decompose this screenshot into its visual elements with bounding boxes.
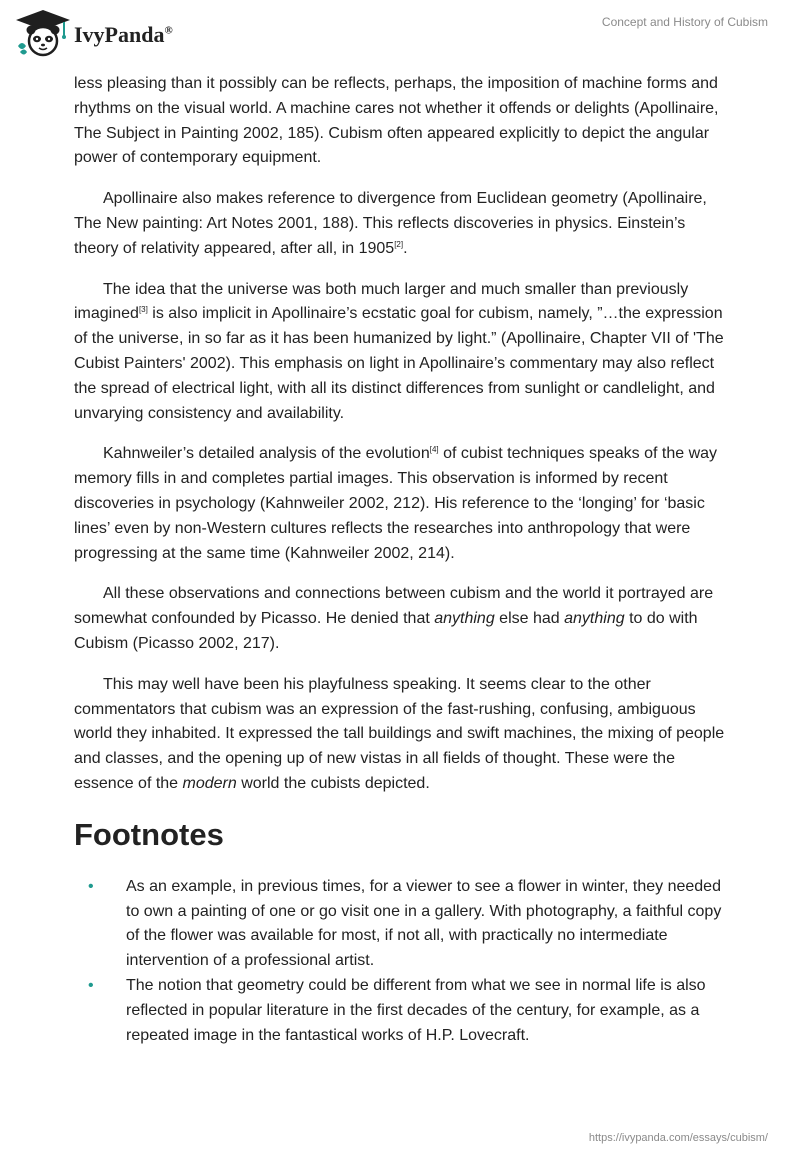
document-title: Concept and History of Cubism	[601, 15, 768, 29]
paragraph-text: else had	[494, 610, 565, 628]
paragraph-3	[74, 278, 734, 427]
bullet-icon: •	[88, 877, 94, 895]
paragraph-text: of cubist techniques speaks of the way memory fills in and completes partial images. This observation is informed by recent discoveries in psychology (Kahnweiler 2002, 212). His reference to the ‘longing’ for ‘basic lines’ even by non-Western cultures reflects the researches into anthropology that were progressing at the same time (Kahnweiler 2002, 214).	[74, 445, 718, 562]
paragraph-text: is also implicit in Apollinaire’s ecstatic goal for cubism, namely, ”…the expression of the universe, in so far as it has been humanized by light.” (Apollinaire, Chapter VII of 'The Cubist Painters' 2002). This emphasis on light in Apollinaire’s commentary may also reflect the spread of electrical light, with all its distinct differences from sunlight or candlelight, and unvarying consistency and availability.	[74, 305, 724, 422]
paragraph-text: All these observations and connections between cubism and the world it portrayed are somewhat confounded by Picasso. He denied that	[74, 585, 714, 628]
footnote-item	[74, 974, 734, 1048]
emphasized-text: modern	[182, 774, 237, 792]
paragraph-text: The idea that the universe was both much larger and much smaller than previously imagined	[74, 280, 689, 323]
footnote-text: The notion that geometry could be different from what we see in normal life is also reflected in popular literature in the first decades of the century, for example, as a repeated image in the fantastical works of H.P. Lovecraft.	[126, 976, 706, 1044]
emphasized-text: anything	[564, 610, 625, 628]
paragraph-text: Kahnweiler’s detailed analysis of the evolution	[103, 445, 430, 463]
paragraph-1	[74, 72, 734, 171]
emphasized-text: anything	[434, 610, 495, 628]
registered-mark: ®	[164, 24, 173, 37]
source-url-link[interactable]: https://ivypanda.com/essays/cubism/	[588, 1132, 768, 1144]
paragraph-text: Apollinaire also makes reference to divergence from Euclidean geometry (Apollinaire, The New painting: Art Notes 2001, 188). This reflects discoveries in physics. Einstein’s theory of relativity appeared, after all, in 1905	[74, 190, 707, 257]
paragraph-4	[74, 442, 734, 566]
article-body	[74, 72, 734, 1048]
paragraph-text: This may well have been his playfulness speaking. It seems clear to the other commentators that cubism was an expression of the fast-rushing, confusing, ambiguous world they inhabited. It expressed the tall buildings and swift machines, the mixing of people and classes, and the opening up of new vistas in all fields of thought. These were the essence of the	[74, 675, 725, 792]
panda-graduate-icon	[14, 8, 72, 58]
footnote-item	[74, 875, 734, 974]
paragraph-text: less pleasing than it possibly can be reflects, perhaps, the imposition of machine forms and rhythms on the visual world. A machine cares not whether it offends or delights (Apollinaire, The Subject in Painting 2002, 185). Cubism often appeared explicitly to depict the angular power of contemporary equipment.	[74, 75, 719, 167]
paragraph-text: to do with Cubism (Picasso 2002, 217).	[74, 610, 698, 652]
bullet-icon: •	[88, 976, 94, 994]
paragraph-text: world the cubists depicted.	[236, 774, 430, 792]
footnotes-heading: Footnotes	[74, 816, 224, 852]
page-header	[0, 0, 800, 70]
paragraph-6	[74, 673, 734, 797]
footnote-reference[interactable]: [4]	[429, 445, 439, 455]
footnote-reference[interactable]: [3]	[138, 305, 148, 315]
footnote-text: As an example, in previous times, for a viewer to see a flower in winter, they needed to own a painting of one or go visit one in a gallery. With photography, a faithful copy of the flower was available for most, if not all, with practically no intermediate intervention of a professional artist.	[126, 877, 722, 970]
brand-name: IvyPanda®	[74, 22, 173, 47]
paragraph-2	[74, 187, 734, 261]
ivypanda-logo[interactable]	[14, 8, 173, 58]
footnotes-list	[74, 875, 734, 1049]
paragraph-5	[74, 582, 734, 656]
footnote-reference[interactable]: [2]	[394, 239, 404, 249]
paragraph-text: .	[403, 239, 408, 257]
